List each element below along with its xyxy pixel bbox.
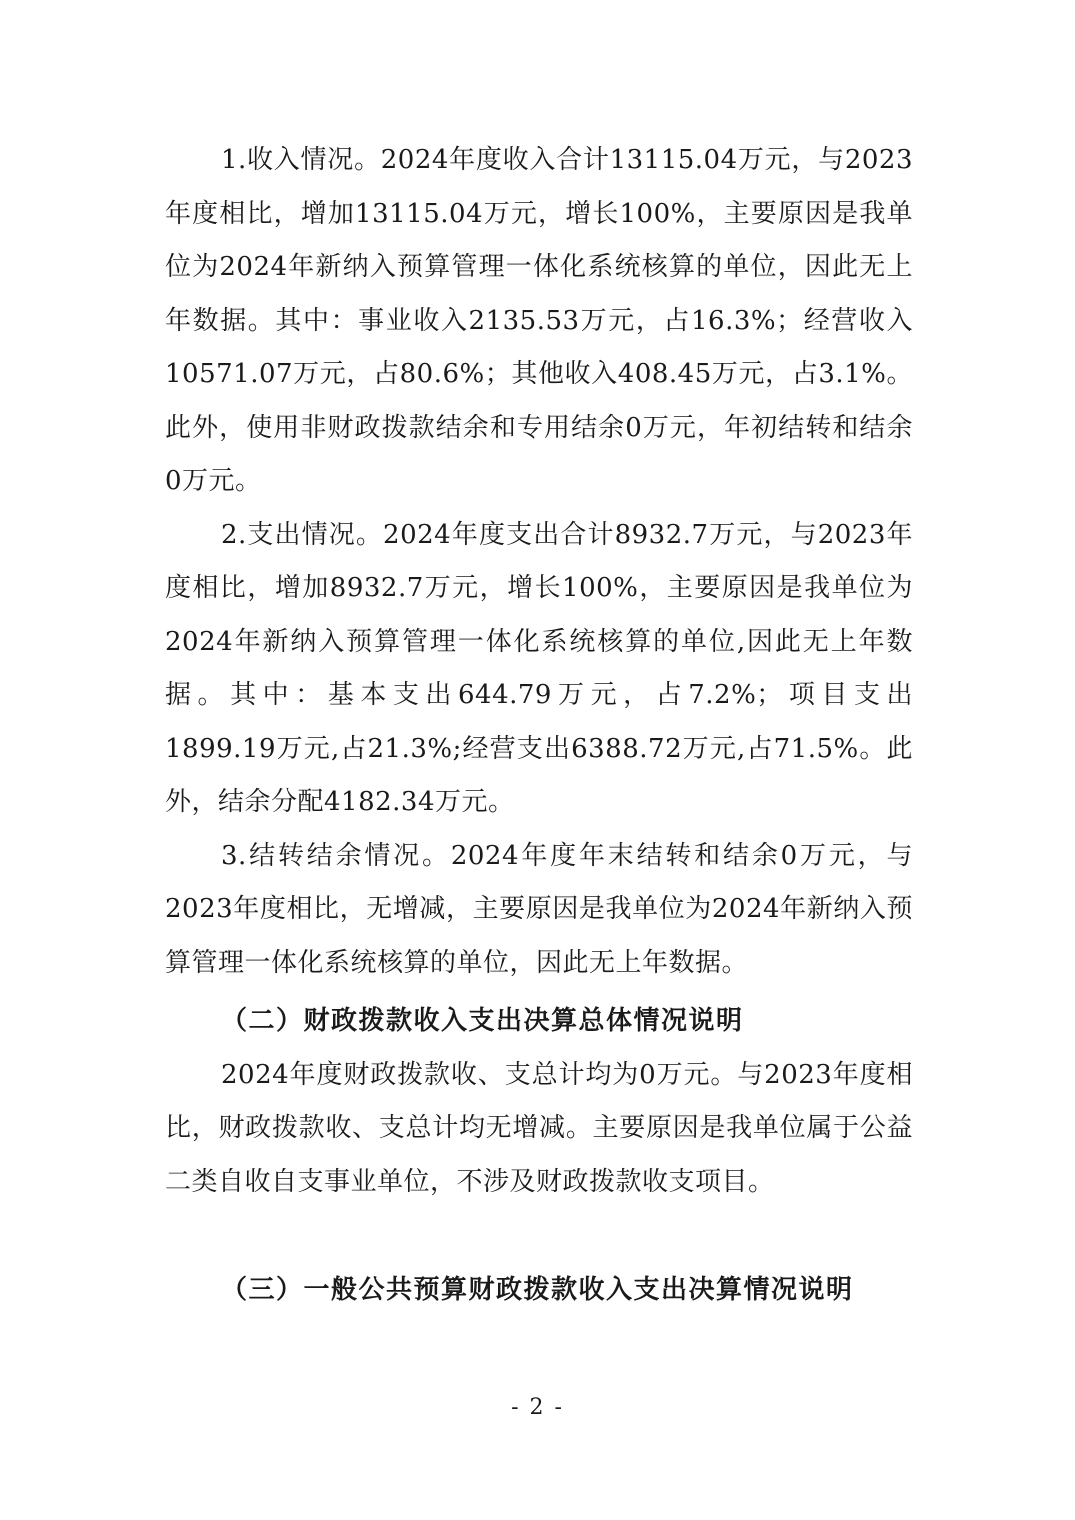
section-heading-fiscal-overview: （二）财政拨款收入支出决算总体情况说明 <box>221 1006 744 1036</box>
paragraph-income: 1.收入情况。2024年度收入合计13115.04万元，与2023年度相比，增加13115.04万元，增长100%，主要原因是我单位为2024年新纳入预算管理一体化系统核算的单位，因此无上年数据。其中：事业收入2135.53万元，占16.3%；经营收入10571.07万元，占80.6%；其他收入408.45万元，占3.1%。此外，使用非财政拨款结余和专用结余0万元，年初结转和结余0万元。 <box>165 145 913 496</box>
body-text-upper <box>165 134 913 990</box>
body-text-lower <box>165 995 913 1209</box>
page-number: - 2 - <box>511 1395 564 1420</box>
section-heading-general-budget: （三）一般公共预算财政拨款收入支出决算情况说明 <box>221 1275 854 1305</box>
paragraph-expenditure: 2.支出情况。2024年度支出合计8932.7万元，与2023年度相比，增加8932.7万元，增长100%，主要原因是我单位为2024年新纳入预算管理一体化系统核算的单位,因此无上年数据。其中：基本支出644.79万元，占7.2%；项目支出1899.19万元,占21.3%;经营支出6388.72万元,占71.5%。此外，结余分配4182.34万元。 <box>165 519 913 817</box>
paragraph-carryover: 3.结转结余情况。2024年度年末结转和结余0万元，与2023年度相比，无增减，主要原因是我单位为2024年新纳入预算管理一体化系统核算的单位，因此无上年数据。 <box>165 840 913 978</box>
body-text-bottom <box>165 1264 913 1318</box>
paragraph-fiscal-overview: 2024年度财政拨款收、支总计均为0万元。与2023年度相比，财政拨款收、支总计均无增减。主要原因是我单位属于公益二类自收自支事业单位，不涉及财政拨款收支项目。 <box>165 1059 913 1197</box>
